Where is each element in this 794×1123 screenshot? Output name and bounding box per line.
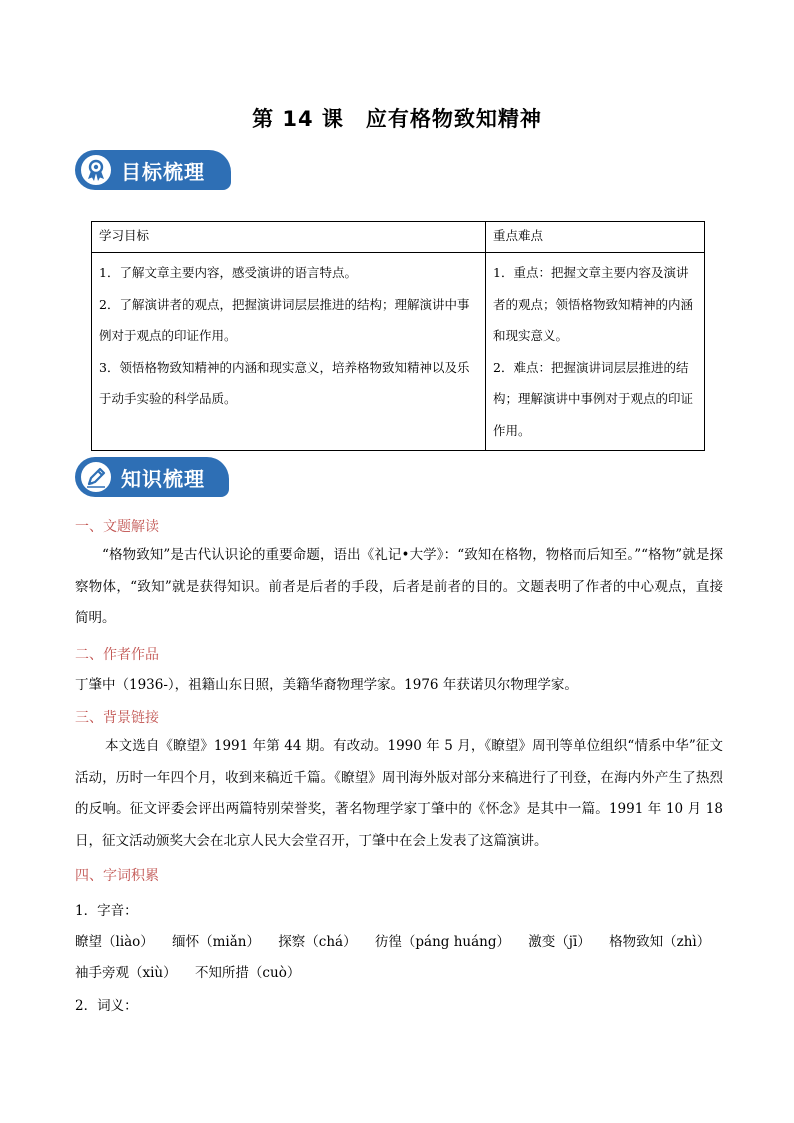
objective-item: 2．了解演讲者的观点，把握演讲词层层推进的结构；理解演讲中事例对于观点的印证作用。	[99, 296, 470, 343]
award-ribbon-icon	[79, 153, 113, 187]
objective-item: 3．领悟格物致知精神的内涵和现实意义，培养格物致知精神以及乐于动手实验的科学品质。	[99, 359, 470, 406]
objectives-cell	[92, 253, 486, 451]
section-heading-title-interpretation: 一、文题解读	[75, 519, 159, 535]
word-item: 袖手旁观（xiù）	[75, 965, 177, 981]
author-text: 丁肇中（1936-），祖籍山东日照，美籍华裔物理学家。1976 年获诺贝尔物理学家。	[75, 677, 578, 693]
key-points-cell	[486, 253, 705, 451]
key-points-header: 重点难点	[486, 222, 705, 253]
pronunciation-list-line-2	[75, 961, 314, 981]
section-heading-background: 三、背景链接	[75, 710, 159, 726]
goals-table-header-row	[92, 222, 705, 253]
word-item: 激变（jī）	[528, 934, 591, 950]
knowledge-banner-label: 知识梳理	[121, 467, 205, 491]
pronunciation-label: 1．字音：	[75, 903, 138, 919]
objective-item: 1．了解文章主要内容，感受演讲的语言特点。	[99, 265, 357, 280]
word-item: 瞭望（liào）	[75, 934, 154, 950]
pronunciation-list-line-1	[75, 930, 724, 950]
goals-table-row	[92, 253, 705, 451]
section-heading-vocabulary: 四、字词积累	[75, 868, 159, 884]
goals-table	[91, 221, 705, 451]
word-item: 彷徨（páng huáng）	[374, 934, 510, 950]
word-item: 探察（chá）	[278, 934, 357, 950]
word-item: 不知所措（cuò）	[194, 965, 301, 981]
background-text: 本文选自《瞭望》1991 年第 44 期。有改动。1990 年 5 月，《瞭望》周刊等单位组织“情系中华”征文活动，历时一年四个月，收到来稿近千篇。《瞭望》周刊海外版对部分来稿进行了刊登，在海内外产生了热烈的反响。征文评委会评出两篇特别荣誉奖，著名物理学家丁肇中的《怀念》是其中一篇。1991 年 10 月 18 日，征文活动颁奖大会在北京人民大会堂召开，丁肇中在会上发表了这篇演讲。	[75, 738, 723, 849]
key-point-item: 1．重点：把握文章主要内容及演讲者的观点；领悟格物致知精神的内涵和现实意义。	[493, 265, 694, 343]
goals-banner-label: 目标梳理	[121, 160, 205, 184]
key-point-item: 2．难点：把握演讲词层层推进的结构；理解演讲中事例对于观点的印证作用。	[493, 359, 694, 438]
word-item: 格物致知（zhì）	[609, 934, 711, 950]
word-item: 缅怀（miǎn）	[172, 934, 260, 950]
knowledge-banner	[75, 457, 235, 497]
section-heading-author: 二、作者作品	[75, 647, 159, 663]
goals-banner	[75, 150, 235, 190]
title-interpretation-text: “格物致知”是古代认识论的重要命题，语出《礼记•大学》：“致知在格物，物格而后知至。”“格物”就是探察物体，“致知”就是获得知识。前者是后者的手段，后者是前者的目的。文题表明了作者的中心观点，直接简明。	[75, 547, 723, 626]
objectives-header: 学习目标	[92, 222, 486, 253]
page-title: 第 14 课 应有格物致知精神	[252, 107, 542, 131]
pencil-icon	[79, 460, 113, 494]
meaning-label: 2．词义：	[75, 998, 138, 1014]
